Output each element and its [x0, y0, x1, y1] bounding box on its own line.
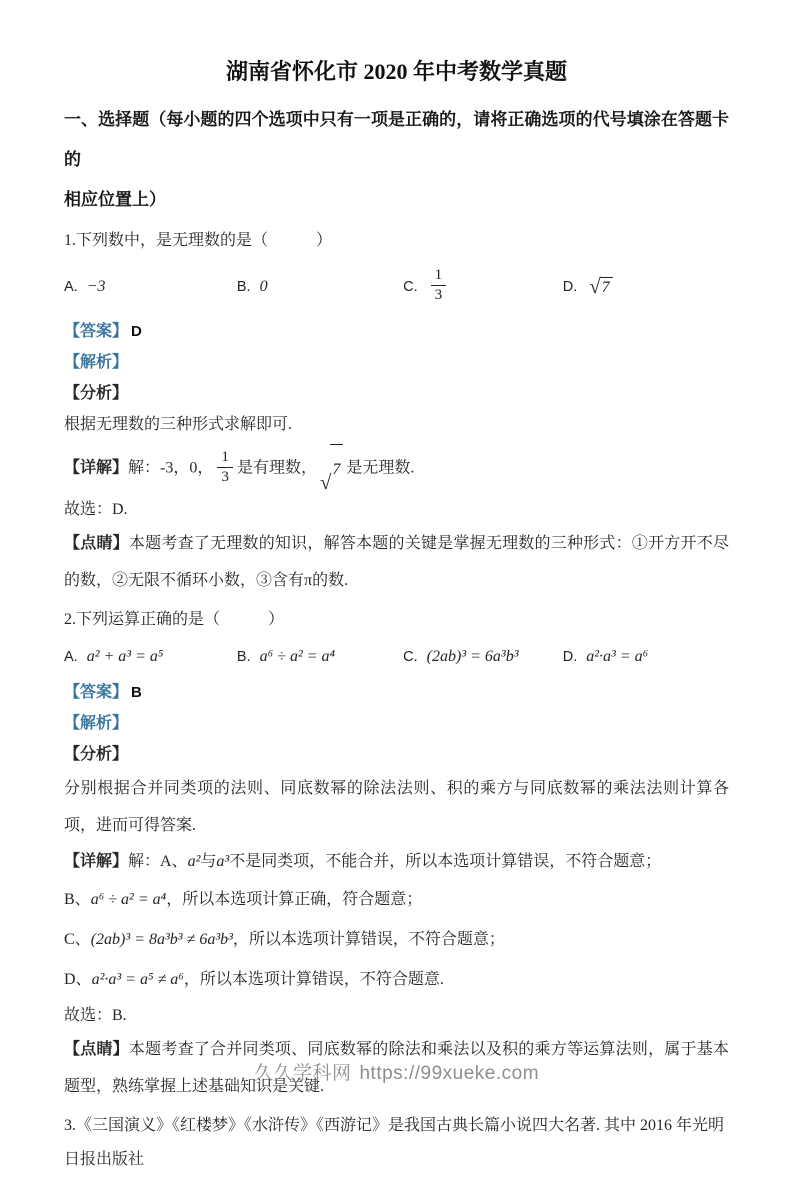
page-title: 湖南省怀化市 2020 年中考数学真题: [225, 59, 567, 84]
option-value: $\frac{1}{3}$: [427, 268, 451, 305]
option-value: (2ab)³ = 6a³b³: [426, 648, 519, 665]
option-value: 0: [259, 278, 268, 295]
option-label: A.: [64, 649, 78, 665]
question-2-option-b: [237, 648, 403, 666]
question-2-answer-line: 【答案】 B: [64, 684, 142, 701]
question-1-stem: 1.下列数中，是无理数的是（ ）: [64, 232, 333, 249]
question-1-fenxi-text: 根据无理数的三种形式求解即可.: [64, 416, 293, 433]
option-label: D.: [562, 278, 578, 295]
option-label: C.: [403, 649, 418, 665]
question-1-option-d: [562, 274, 729, 298]
question-2-detail-d: D、a²·a³ = a⁵ ≠ a⁶，所以本选项计算错误，不符合题意.: [64, 971, 444, 988]
option-label: A.: [64, 279, 78, 295]
question-2-fenxi-label: 【分析】: [64, 746, 129, 763]
option-value: a⁶ ÷ a² = a⁴: [259, 648, 336, 665]
question-2-options: [64, 639, 729, 675]
footer-url: https://99xueke.com: [359, 1063, 540, 1084]
question-2-fenxi-text: 分别根据合并同类项的法则、同底数幂的除法法则、积的乘方与同底数幂的乘法法则计算各项，进而可得答案.: [64, 780, 729, 834]
option-value: a²·a³ = a⁶: [586, 648, 649, 665]
question-1-conclusion: 故选：D.: [64, 501, 128, 518]
question-1-option-a: [64, 278, 237, 296]
question-2-detail-b: B、a⁶ ÷ a² = a⁴，所以本选项计算正确，符合题意；: [64, 891, 423, 908]
question-2-detail-a: 【详解】解：A、a²与a³不是同类项，不能合并，所以本选项计算错误，不符合题意；: [64, 853, 662, 870]
question-1-options: [64, 260, 729, 314]
footer-credit: [0, 1058, 793, 1085]
question-1-option-c: [403, 268, 563, 305]
option-value: √ 7: [586, 277, 615, 298]
question-1-detail-line: 【详解】解：-3，0， $\frac{1}{3}$ 是有理数， √ 7 是无理数.: [64, 444, 729, 494]
question-2-option-a: [64, 648, 237, 666]
question-2-detail-c: C、(2ab)³ = 8a³b³ ≠ 6a³b³，所以本选项计算错误，不符合题意；: [64, 931, 505, 948]
question-2-stem: 2.下列运算正确的是（ ）: [64, 611, 285, 628]
question-1: [64, 224, 729, 599]
question-2-option-c: [403, 648, 563, 666]
question-2-option-d: [563, 648, 729, 666]
question-3-stem: 3.《三国演义》《红楼梦》《水浒传》《西游记》是我国古典长篇小说四大名著. 其中 2016 年光明日报出版社: [64, 1117, 725, 1168]
section-heading-line1: 一、选择题（每小题的四个选项中只有一项是正确的，请将正确选项的代号填涂在答题卡的: [64, 110, 729, 169]
option-label: B.: [236, 279, 251, 295]
question-2: [64, 603, 729, 1105]
footer-site-name: 久久学科网: [253, 1063, 352, 1084]
option-value: a² + a³ = a⁵: [86, 648, 164, 665]
question-1-option-b: [237, 278, 403, 296]
option-value: −3: [86, 278, 106, 295]
question-2-note: 【点睛】本题考查了合并同类项、同底数幂的除法和乘法以及积的乘方等运算法则，属于基本题型，熟练掌握上述基础知识是关键.: [64, 1041, 729, 1095]
option-label: C.: [403, 279, 418, 295]
option-label: D.: [562, 649, 578, 665]
question-2-jiexi-label: 【解析】: [64, 715, 129, 732]
question-1-jiexi-label: 【解析】: [64, 354, 129, 371]
section-heading-line2: 相应位置上）: [64, 190, 166, 209]
option-label: B.: [236, 649, 251, 665]
question-2-conclusion: 故选：B.: [64, 1007, 127, 1024]
question-1-note: 【点睛】本题考查了无理数的知识，解答本题的关键是掌握无理数的三种形式：①开方开不尽的数，②无限不循环小数，③含有π的数.: [64, 535, 729, 589]
question-1-fenxi-label: 【分析】: [64, 385, 129, 402]
question-1-answer-line: 【答案】 D: [64, 323, 142, 340]
